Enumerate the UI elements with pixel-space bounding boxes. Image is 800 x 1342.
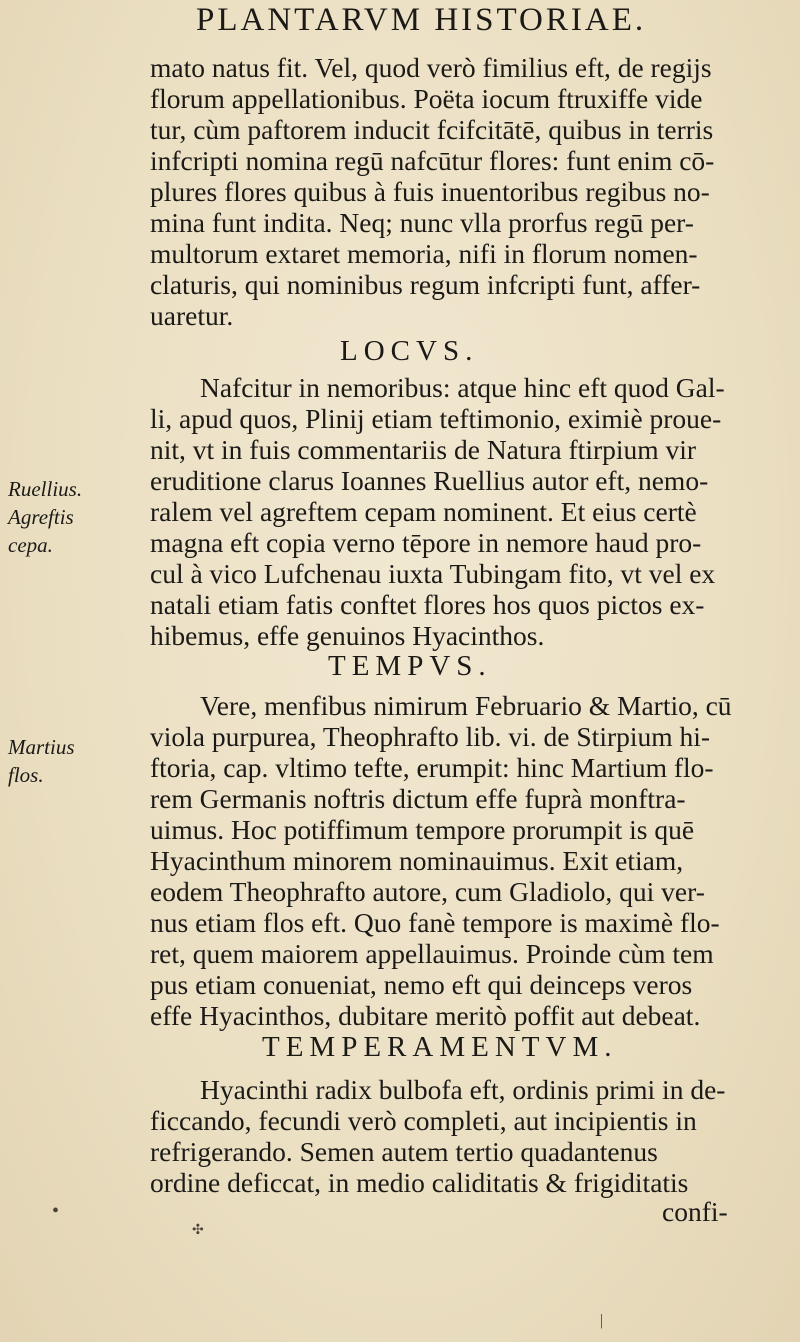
text-line: effe Hyacinthos, dubitare meritò poffit aut debeat. <box>150 1000 701 1031</box>
text-line: nus etiam flos eft. Quo fanè tempore is maximè flo- <box>150 907 720 938</box>
text-line: Nafcitur in nemoribus: atque hinc eft quod Gal- <box>200 372 725 403</box>
text-line: ftoria, cap. vltimo tefte, erumpit: hinc Martium flo- <box>150 752 714 783</box>
text-line: ordine deficcat, in medio caliditatis & frigiditatis <box>150 1167 689 1198</box>
text-line: ralem vel agreftem cepam nominent. Et eius certè <box>150 496 697 527</box>
text-line: magna eft copia verno tēpore in nemore haud pro- <box>150 527 702 558</box>
heading-tempus: TEMPVS. <box>328 650 492 682</box>
margin-note-line: Ruellius. <box>8 477 83 501</box>
catchword: confi- <box>662 1196 728 1227</box>
ink-stroke-mark: | <box>600 1312 604 1329</box>
paragraph-4 <box>150 1074 790 1198</box>
text-line: ficcando, fecundi verò completi, aut incipientis in <box>150 1105 697 1136</box>
text-line: mato natus fit. Vel, quod verò fimilius eft, de regijs <box>150 52 712 83</box>
heading-locus: LOCVS. <box>340 335 479 367</box>
text-line: cul à vico Lufchenau iuxta Tubingam fito, vt vel ex <box>150 558 716 589</box>
text-line: ret, quem maiorem appellauimus. Proinde cùm tem <box>150 938 714 969</box>
paragraph-2 <box>150 372 790 651</box>
text-line: florum appellationibus. Poëta iocum ftruxiffe vide <box>150 83 703 114</box>
margin-note-line: cepa. <box>8 533 53 557</box>
text-line: Hyacinthi radix bulbofa eft, ordinis primi in de- <box>200 1074 726 1105</box>
text-line: nit, vt in fuis commentariis de Natura ftirpium vir <box>150 434 697 465</box>
margin-note-line: Agreftis <box>8 505 74 529</box>
text-line: natali etiam fatis conftet flores hos quos pictos ex- <box>150 589 705 620</box>
text-line: rem Germanis noftris dictum effe fuprà monftra- <box>150 783 686 814</box>
text-line: hibemus, effe genuinos Hyacinthos. <box>150 620 545 651</box>
text-line: eodem Theophrafto autore, cum Gladiolo, qui ver- <box>150 876 705 907</box>
ink-smudge-mark: ✣ <box>192 1223 204 1238</box>
paragraph-3 <box>150 690 790 1031</box>
paragraph-1 <box>150 52 790 331</box>
running-head: PLANTARVM HISTORIAE. <box>196 2 647 38</box>
heading-temperamentum: TEMPERAMENTVM. <box>262 1031 618 1063</box>
text-line: Hyacinthum minorem nominauimus. Exit etiam, <box>150 845 684 876</box>
margin-note-line: Martius <box>8 735 75 759</box>
margin-note-martius <box>8 733 128 789</box>
text-line: claturis, qui nominibus regum infcripti funt, affer- <box>150 269 701 300</box>
margin-note-line: flos. <box>8 763 44 787</box>
text-line: uaretur. <box>150 300 234 331</box>
text-line: uimus. Hoc potiffimum tempore prorumpit is quē <box>150 814 695 845</box>
ink-dot-mark: • <box>52 1200 60 1222</box>
text-line: plures flores quibus à fuis inuentoribus regibus no- <box>150 176 710 207</box>
text-line: mina funt indita. Neq; nunc vlla prorfus regū per- <box>150 207 694 238</box>
text-line: viola purpurea, Theophrafto lib. vi. de Stirpium hi- <box>150 721 711 752</box>
text-line: eruditione clarus Ioannes Ruellius autor eft, nemo- <box>150 465 709 496</box>
text-line: pus etiam conueniat, nemo eft qui deinceps veros <box>150 969 693 1000</box>
text-line: refrigerando. Semen autem tertio quadantenus <box>150 1136 658 1167</box>
text-line: tur, cùm paftorem inducit fcifcitātē, quibus in terris <box>150 114 714 145</box>
text-line: Vere, menfibus nimirum Februario & Martio, cū <box>200 690 732 721</box>
text-line: li, apud quos, Plinij etiam teftimonio, eximiè proue- <box>150 403 722 434</box>
margin-note-ruellius <box>8 475 128 559</box>
text-line: multorum extaret memoria, nifi in florum nomen- <box>150 238 698 269</box>
text-line: infcripti nomina regū nafcūtur flores: funt enim cō- <box>150 145 715 176</box>
